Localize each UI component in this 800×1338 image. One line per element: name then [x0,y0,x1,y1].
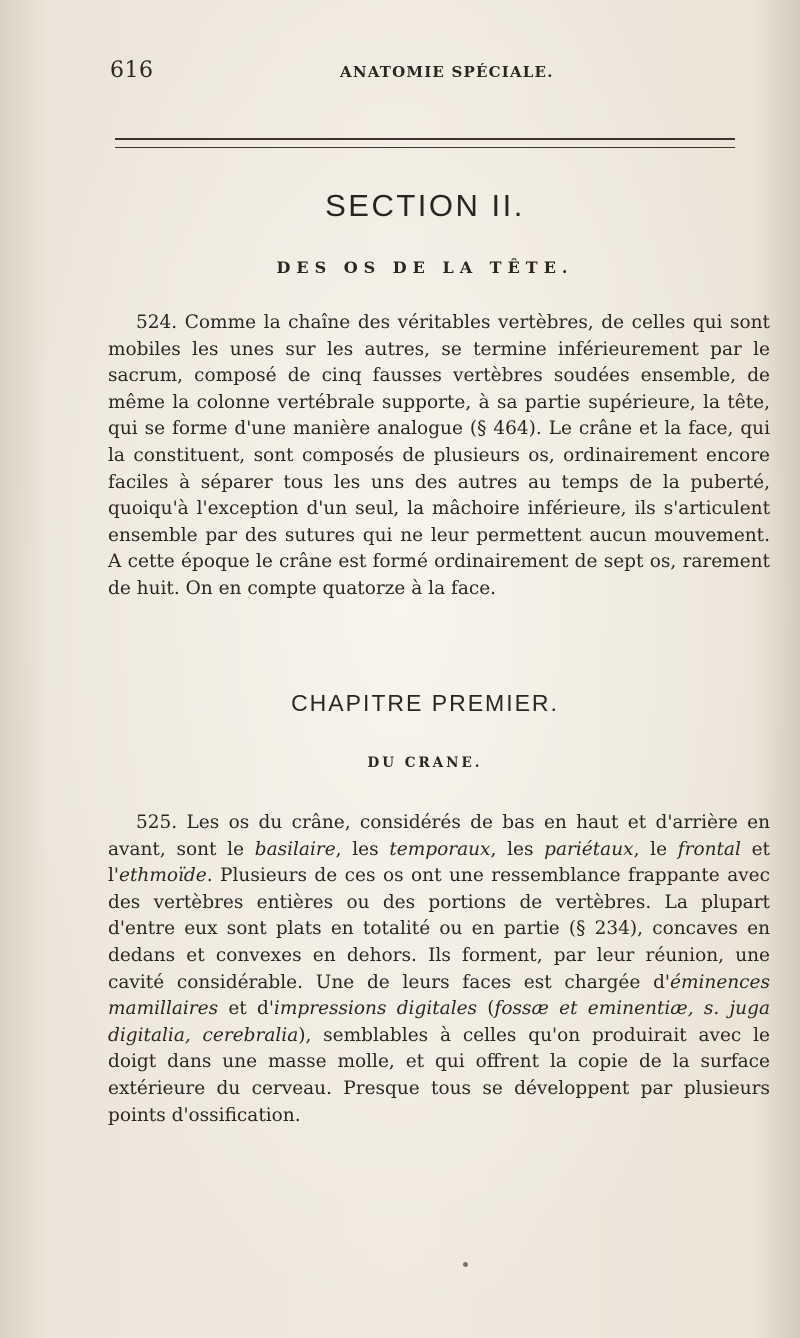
paragraph-525 [108,810,770,1129]
term-basilaire: basilaire [254,838,336,860]
p525-text-3: , les [490,838,545,860]
paragraph-524 [108,310,770,603]
paragraph-524-text: 524. Comme la chaîne des véritables vertèbres, de celles qui sont mobiles les unes sur les autres, se termine inférieurement par le sacrum, composé de cinq fausses vertèbres soudées ensemble, de même la colonne vertébrale supporte, à sa partie supérieure, la tête, qui se forme d'une manière analogue (§ 464). Le crâne et la face, qui la constituent, sont composés de plusieurs os, ordinairement encore faciles à séparer tous les uns des autres au temps de la puberté, quoiqu'à l'exception d'un seul, la mâchoire inférieure, ils s'articulent ensemble par des sutures qui ne leur permettent aucun mouvement. A cette époque le crâne est formé ordinairement de sept os, rarement de huit. On en compte quatorze à la face. [108,312,770,599]
p525-text-6: . Plusieurs de ces os ont une ressemblance frappante avec des vertèbres entières ou des portions de vertèbres. La plupart d'entre eux sont plats en totalité ou en partie (§ 234), concaves en dedans et convexes en dehors. Ils forment, par leur réunion, une cavité considérable. Une de leurs faces est chargée d' [108,865,770,993]
p525-text-1: 525. Les os du crâne, considérés de bas en haut et d'arrière en avant, sont le [108,812,770,860]
page-number: 616 [110,58,154,83]
term-impressions-digitales: impressions digitales [273,998,478,1020]
chapter-subtitle: DU CRANE. [367,755,483,771]
section-subtitle: DES OS DE LA TÊTE. [276,258,574,277]
header-double-rule [115,138,735,148]
p525-text-2: , les [335,838,390,860]
section-title: SECTION II. [325,188,525,223]
running-head: ANATOMIE SPÉCIALE. [340,63,554,81]
term-temporaux: temporaux [389,838,491,860]
page-header [105,58,745,88]
chapter-title: CHAPITRE PREMIER. [291,690,559,716]
term-latin-synonyms: fossæ et eminentiæ, s. juga digitalia, cerebralia [108,998,770,1046]
p525-text-8: ( [477,998,495,1020]
p525-text-7: et d' [218,998,274,1020]
term-parietaux: pariétaux [544,838,634,860]
p525-text-4: , le [633,838,678,860]
p525-text-9: ), semblables à celles qu'on produirait avec le doigt dans une masse molle, et qui offrent la copie de la surface extérieure du cerveau. Presque tous se développent par plusieurs points d'ossification. [108,1024,770,1126]
paper-speck [463,1262,468,1267]
term-eminences-mamillaires: éminences mamillaires [108,971,770,1020]
p525-text-5: et l' [108,838,770,887]
term-frontal: frontal [677,838,741,860]
term-ethmoide: ethmoïde [119,865,207,887]
